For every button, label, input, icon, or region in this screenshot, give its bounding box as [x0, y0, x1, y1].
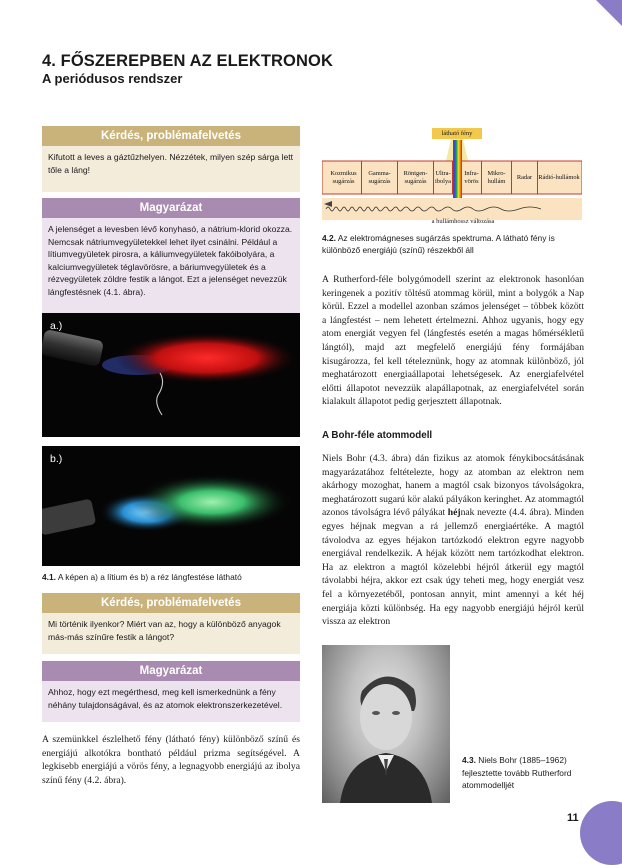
- figure-4-3-caption: [462, 754, 586, 792]
- copper-flame-photo: [42, 446, 300, 566]
- rutherford-paragraph: A Rutherford-féle bolygómodell szerint az elektronok hasonlóan keringenek a pozitív töltésű atommag körül, mint a bolygók a Nap körül. Ezzel a modellel azonban számos jelenséget – többek között a lángfestést – nem lehetett értelmezni. Ahhoz ugyanis, hogy egy atom energiát vegyen fel (lángfestés esetén a magas hőmérsékletű lángtól), majd azt megfelelő energiájú fény formájában kisugározza, fel kell tételeznünk, hogy az atomnak különböző, jól meghatározott energiaállapotai lehetségesek. Az energiafelvétel előtti állapotot nevezzük alapállapotnak, az energiafelvétel során kialakult állapotot pedig gerjesztett állapotnak.: [322, 274, 584, 408]
- lithium-flame-illustration: [42, 313, 300, 437]
- em-spectrum-diagram: [322, 128, 582, 228]
- page-title: 4. FŐSZEREPBEN AZ ELEKTRONOK: [42, 52, 333, 70]
- spectrum-region-gamma: Gamma-sugárzás: [362, 161, 398, 194]
- figure-caption-text: Az elektromágneses sugárzás spektruma. A látható fény is különböző energiájú (színű) részekből áll: [322, 233, 555, 255]
- explanation-box-1: [42, 198, 300, 315]
- spectrum-region-radio: Rádió-hullámok: [538, 173, 580, 181]
- page-subtitle: A periódusos rendszer: [42, 71, 183, 86]
- question-box-title: Kérdés, problémafelvetés: [42, 593, 300, 613]
- question-box-text: Kifutott a leves a gáztűzhelyen. Nézzétek, milyen szép sárga lett tőle a láng!: [42, 146, 300, 192]
- bohr-text-part-2: nak nevezte (4.4. ábra). Minden egyes héjnak megvan a rá jellemző energiaértéke. A magtól távolodva az egyes héjakon tartózkodó elektron egyre nagyobb energiával rendelkezik. A héjak között nem tartózkodhat elektron. Ha az elektron a magtól közelebbi héjról átkerül egy magtól távolabbi héjra, akkor ezt csak úgy teheti meg, hogy energiát vesz fel a környezetéből, pontosan annyit, mint amennyi a két héj energiája közti különbség. Ha egy nagyobb energiájú héjról kerül vissza az elektron: [322, 507, 584, 628]
- figure-caption-text: A képen a) a lítium és b) a réz lángfestése látható: [55, 572, 242, 582]
- spectrum-region-uv: Ultra-ibolya: [434, 161, 453, 194]
- figure-number: 4.3.: [462, 755, 476, 765]
- figure-4-1-caption: [42, 571, 302, 583]
- figure-4-2-caption: [322, 232, 584, 256]
- portrait-illustration: [322, 645, 450, 803]
- bohr-paragraph: [322, 452, 584, 629]
- explanation-box-title: Magyarázat: [42, 661, 300, 681]
- figure-number: 4.1.: [42, 572, 56, 582]
- explanation-box-title: Magyarázat: [42, 198, 300, 218]
- visible-light-label: látható fény: [432, 128, 482, 139]
- page-number-tab: [580, 801, 622, 865]
- figure-caption-text: Niels Bohr (1885–1962) fejlesztette tovább Rutherford atommodelljét: [462, 755, 572, 790]
- spectrum-region-microwave: Mikro-hullám: [482, 161, 512, 194]
- figure-number: 4.2.: [322, 233, 336, 243]
- spectrum-region-ir: Infra-vörös: [462, 161, 482, 194]
- spectrum-region-radar: Radar: [512, 161, 538, 194]
- lithium-flame-photo: [42, 313, 300, 437]
- wavelength-label: a hullámhossz változása: [431, 218, 495, 225]
- niels-bohr-portrait: [322, 645, 450, 803]
- body-paragraph-light: A szemünkkel észlelhető fény (látható fény) különböző színű és energiájú alkotókra bontható például prizma segítségével. A legkisebb energiájú a vörös fény, a legnagyobb energiájú az ibolya színű fény (4.2. ábra).: [42, 734, 300, 786]
- term-shell: héj: [447, 507, 461, 519]
- section-heading-bohr: A Bohr-féle atommodell: [322, 430, 433, 441]
- spectrum-region-cosmic: Kozmikus sugárzás: [326, 161, 362, 194]
- spectrum-region-xray: Röntgen-sugárzás: [398, 161, 434, 194]
- question-box-2: [42, 593, 300, 654]
- explanation-box-text: A jelenséget a levesben lévő konyhasó, a nátrium-klorid okozza. Nemcsak nátriumvegyületekkel lehet ilyet csinálni. Például a lítiumvegyületek pirosra, a káliumvegyületek fakóibolyára, a kalciumvegyületek téglavörösre, a báriumvegyületek és a rézvegyületek zöldre festik a lángot. Ezt a jelenséget nevezzük lángfestésnek (4.1. ábra).: [42, 218, 300, 315]
- photo-a-label: a.): [50, 320, 63, 332]
- copper-flame-illustration: [42, 446, 300, 566]
- page-number: 11: [567, 812, 579, 824]
- corner-decoration: [596, 0, 622, 26]
- explanation-box-text: Ahhoz, hogy ezt megérthesd, meg kell ismerkednünk a fény néhány tulajdonságával, és az atomok elektronszerkezetével.: [42, 681, 300, 722]
- bohr-text-part-1: Niels Bohr (4.3. ábra) dán fizikus az atomok fénykibocsátásának magyarázatához feltételezte, hogy az atomban az elektron nem akárhogy mozoghat, hanem a magtól csak bizonyos távolságokra, meghatározott sugarú kör alakú pályákon keringhet. Az atommagtól azonos távolságra lévő pályákat: [322, 453, 584, 519]
- explanation-box-2: [42, 661, 300, 722]
- question-box-text: Mi történik ilyenkor? Miért van az, hogy a különböző anyagok más-más színűre festik a lángot?: [42, 613, 300, 654]
- question-box-1: [42, 126, 300, 192]
- question-box-title: Kérdés, problémafelvetés: [42, 126, 300, 146]
- photo-b-label: b.): [50, 453, 63, 465]
